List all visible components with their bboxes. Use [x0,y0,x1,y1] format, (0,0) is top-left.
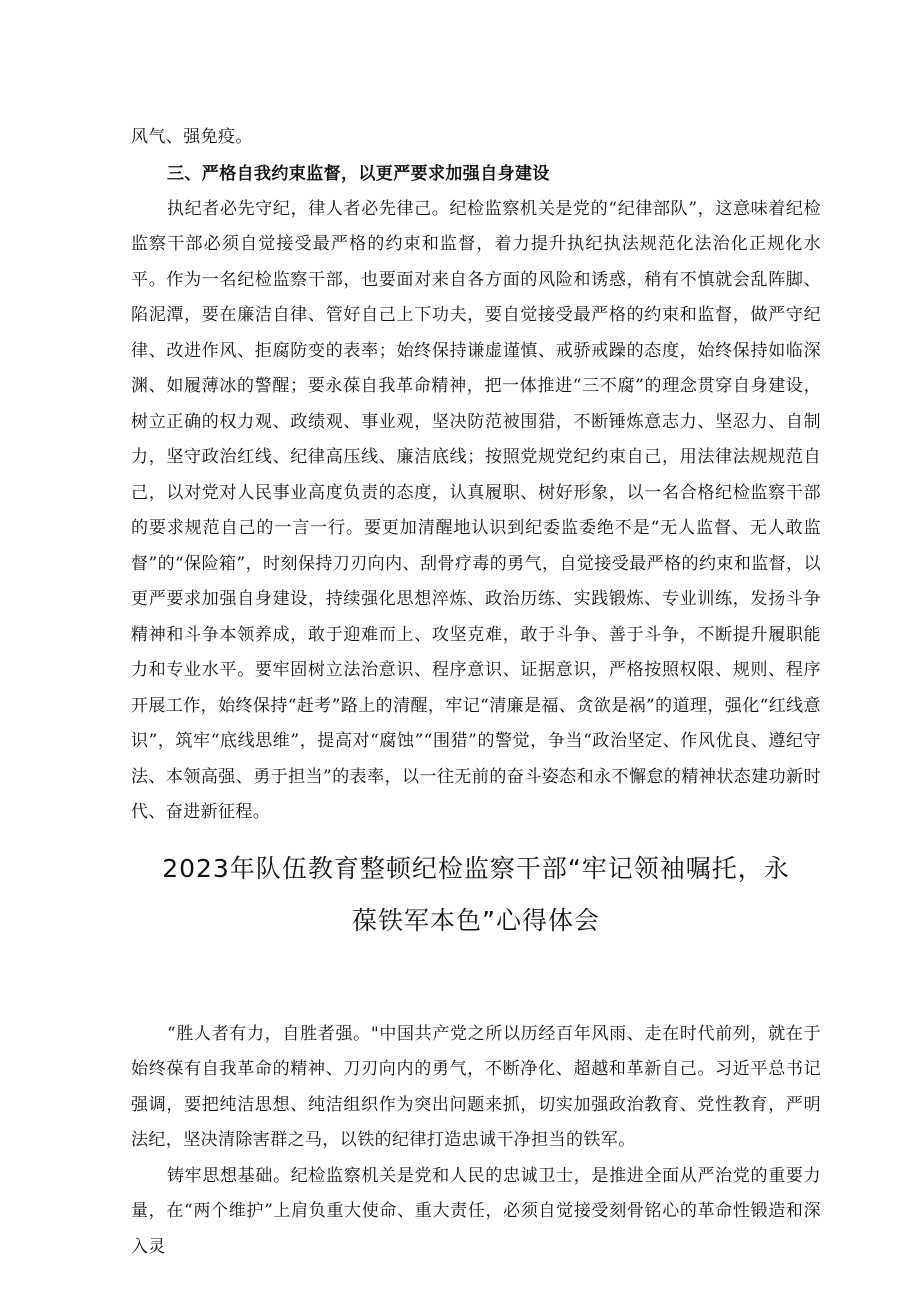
section-body-paragraph: 执纪者必先守纪，律人者必先律己。纪检监察机关是党的“纪律部队”，这意味着纪检监察干部必须自觉接受最严格的约束和监督，着力提升执纪执法规范化法治化正规化水平。作为一名纪检监察干部，也要面对来自各方面的风险和诱惑，稍有不慎就会乱阵脚、陷泥潭，要在廉洁自律、管好自己上下功夫，要自觉接受最严格的约束和监督，做严守纪律、改进作风、拒腐防变的表率；始终保持谦虚谨慎、戒骄戒躁的态度，始终保持如临深渊、如履薄冰的警醒；要永葆自我革命精神，把一体推进“三不腐”的理念贯穿自身建设，树立正确的权力观、政绩观、事业观，坚决防范被围猎，不断锤炼意志力、坚忍力、自制力，坚守政治红线、纪律高压线、廉洁底线；按照党规党纪约束自己，用法律法规规范自己，以对党对人民事业高度负责的态度，认真履职、树好形象，以一名合格纪检监察干部的要求规范自己的一言一行。要更加清醒地认识到纪委监委绝不是“无人监督、无人敢监督”的“保险箱”，时刻保持刀刃向内、刮骨疗毒的勇气，自觉接受最严格的约束和监督，以更严要求加强自身建设，持续强化思想淬炼、政治历练、实践锻炼、专业训练，发扬斗争精神和斗争本领养成，敢于迎难而上、攻坚克难，敢于斗争、善于斗争，不断提升履职能力和专业水平。要牢固树立法治意识、程序意识、证据意识，严格按照权限、规则、程序开展工作，始终保持“赶考”路上的清醒，牢记“清廉是福、贪欲是祸”的道理，强化“红线意识”，筑牢“底线思维”，提高对“腐蚀”“围猎”的警觉，争当“政治坚定、作风优良、遵纪守法、本领高强、勇于担当”的表率，以一往无前的奋斗姿态和永不懈怠的精神状态建功新时代、奋进新征程。 [131,198,821,822]
document-content [131,120,821,1265]
next-paragraph: 铸牢思想基础。纪检监察机关是党和人民的忠诚卫士，是推进全面从严治党的重要力量，在“两个维护”上肩负重大使命、重大责任，必须自觉接受刻骨铭心的革命性锻造和深入灵 [131,1165,821,1257]
document-title [131,843,821,947]
title-line-1: 2023年队伍教育整顿纪检监察干部“牢记领袖嘱托，永 [162,853,790,883]
section-heading: 三、严格自我约束监督，以更严要求加强自身建设 [167,163,550,184]
title-line-2: 葆铁军本色”心得体会 [352,905,600,935]
spacer [131,947,821,1017]
intro-paragraph: “胜人者有力，自胜者强。"中国共产党之所以历经百年风雨、走在时代前列，就在于始终葆有自我革命的精神、刀刃向内的勇气，不断净化、超越和革新自己。习近平总书记强调，要把纯洁思想、纯洁组织作为突出问题来抓，切实加强政治教育、党性教育，严明法纪，坚决清除害群之马，以铁的纪律打造忠诚干净担当的铁军。 [131,1023,821,1150]
continuation-text: 风气、强免疫。 [131,127,253,147]
